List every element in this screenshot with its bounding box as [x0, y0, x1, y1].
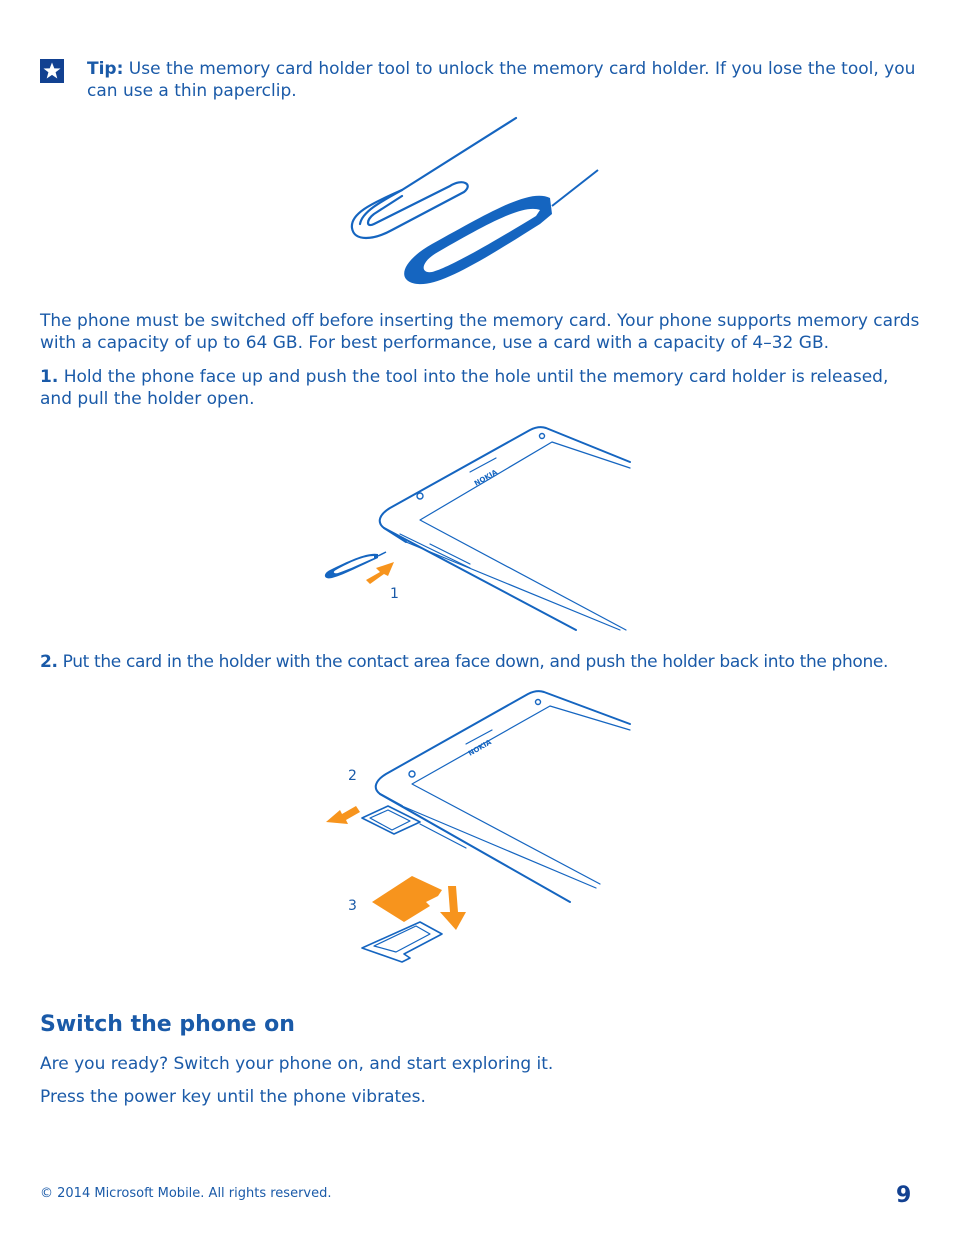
step-1-number: 1. [40, 367, 59, 387]
pull-arrow-icon [326, 806, 360, 824]
phone-brand-label: NOKIA [473, 468, 499, 488]
section-line-2: Press the power key until the phone vibrates. [40, 1087, 426, 1107]
step-1-illustration [320, 424, 640, 636]
step-1 [40, 366, 920, 410]
intro-paragraph: The phone must be switched off before inserting the memory card. Your phone supports memory cards with a capacity of up to 64 GB. For best performance, use a card with a capacity of 4–32 GB. [40, 311, 920, 353]
section-line-1: Are you ready? Switch your phone on, and start exploring it. [40, 1054, 554, 1074]
step-1-text: Hold the phone face up and push the tool into the hole until the memory card holder is released, and pull the holder open. [40, 367, 889, 409]
callout-3: 3 [348, 898, 357, 914]
section-heading: Switch the phone on [40, 1012, 295, 1037]
tip-text [87, 58, 917, 102]
sim-tool-icon [404, 170, 598, 284]
insert-arrow-icon [366, 562, 394, 584]
tip-star-icon [40, 59, 64, 83]
down-arrow-icon [440, 886, 466, 930]
step-2-3-illustration [320, 690, 640, 980]
memory-card-icon [372, 876, 442, 922]
page-number: 9 [896, 1183, 912, 1208]
copyright-footer: © 2014 Microsoft Mobile. All rights reserved. [40, 1186, 332, 1201]
step-2-text: Put the card in the holder with the contact area face down, and push the holder back into the phone. [57, 652, 889, 672]
step-2 [40, 651, 940, 673]
callout-1: 1 [390, 586, 399, 602]
tip-label: Tip: [87, 59, 124, 79]
step-2-number: 2. [40, 652, 58, 672]
phone-brand-label-2: NOKIA [467, 738, 493, 758]
callout-2: 2 [348, 768, 357, 784]
tip-body: Use the memory card holder tool to unlock the memory card holder. If you lose the tool, you can use a thin paperclip. [87, 59, 916, 101]
tool-and-paperclip-illustration [340, 112, 610, 292]
